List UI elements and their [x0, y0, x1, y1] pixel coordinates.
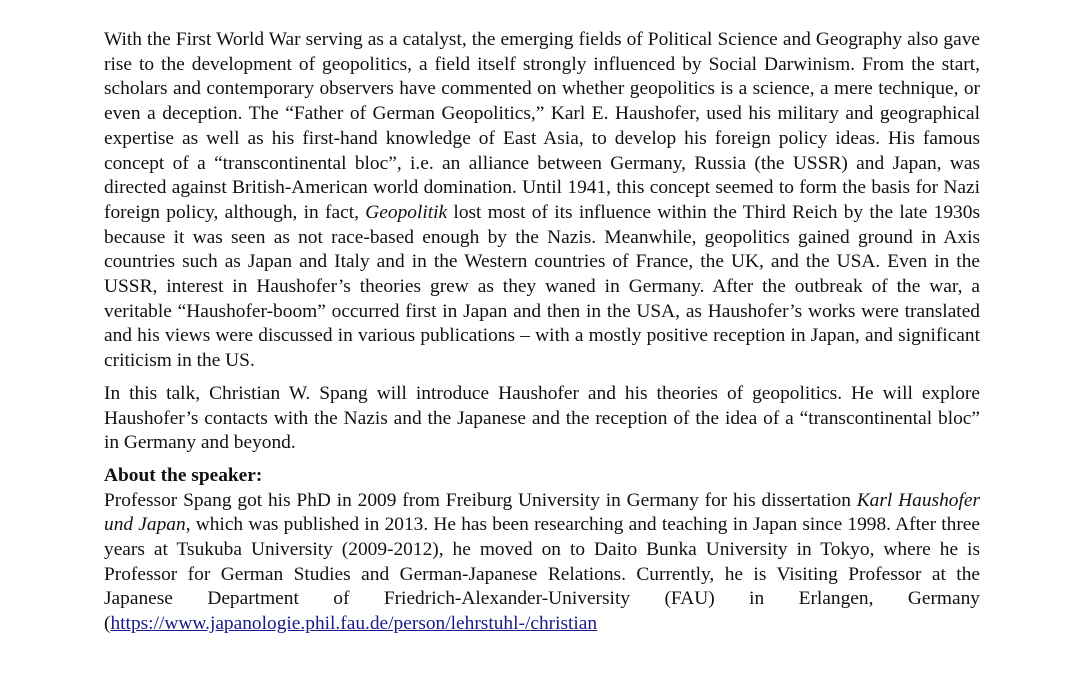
intro-text-part2: lost most of its influence within the Third Reich by the late 1930s because it was seen as not race-based enough by the Nazis. Meanwhile, geopolitics gained ground in Axis countries such as Japan and Italy and in the Western countries of France, the UK, and the USA. Even in the USSR, interest in Haushofer’s theories grew as they waned in Germany. After the outbreak of the war, a veritable “Haushofer-boom” occurred first in Japan and then in the USA, as Haushofer’s works were translated and his views were discussed in various publications – with a mostly positive reception in Japan, and significant criticism in the US. — [104, 201, 980, 372]
document-page — [104, 28, 980, 645]
speaker-text-part2: , which was published in 2013. He has been researching and teaching in Japan since 1998. After three years at Tsukuba University (2009-2012), he moved on to Daito Bunka University in Tokyo, where he is Professor for German Studies and German-Japanese Relations. Currently, he is Visiting Professor at the Japanese Department of Friedrich-Alexander-University (FAU) in Erlangen, Germany ( — [104, 514, 981, 635]
intro-text-part1: With the First World War serving as a catalyst, the emerging fields of Political Science and Geography also gave rise to the development of geopolitics, a field itself strongly influenced by Social Darwinism. From the start, scholars and contemporary observers have commented on whether geopolitics is a science, a mere technique, or even a deception. The “Father of German Geopolitics,” Karl E. Haushofer, used his military and geographical expertise as well as his first-hand knowledge of East Asia, to develop his foreign policy ideas. His famous concept of a “transcontinental bloc”, i.e. an alliance between Germany, Russia (the USSR) and Japan, was directed against British-American world domination. Until 1941, this concept seemed to form the basis for Nazi foreign policy, although, in fact, — [104, 29, 980, 223]
speaker-paragraph — [104, 489, 980, 637]
speaker-heading: About the speaker: — [104, 464, 263, 486]
intro-paragraph — [104, 28, 980, 374]
dissertation-title: Karl Haushofer und Japan — [104, 489, 980, 536]
intro-italic-term: Geopolitik — [365, 201, 448, 223]
speaker-text-part1: Professor Spang got his PhD in 2009 from Freiburg University in Germany for his dissertation — [104, 489, 857, 511]
talk-paragraph: In this talk, Christian W. Spang will introduce Haushofer and his theories of geopolitics. He will explore Haushofer’s contacts with the Nazis and the Japanese and the reception of the idea of a “transcontinental bloc” in Germany and beyond. — [104, 382, 980, 454]
speaker-profile-link[interactable]: https://www.japanologie.phil.fau.de/person/lehrstuhl-/christian — [110, 613, 598, 635]
